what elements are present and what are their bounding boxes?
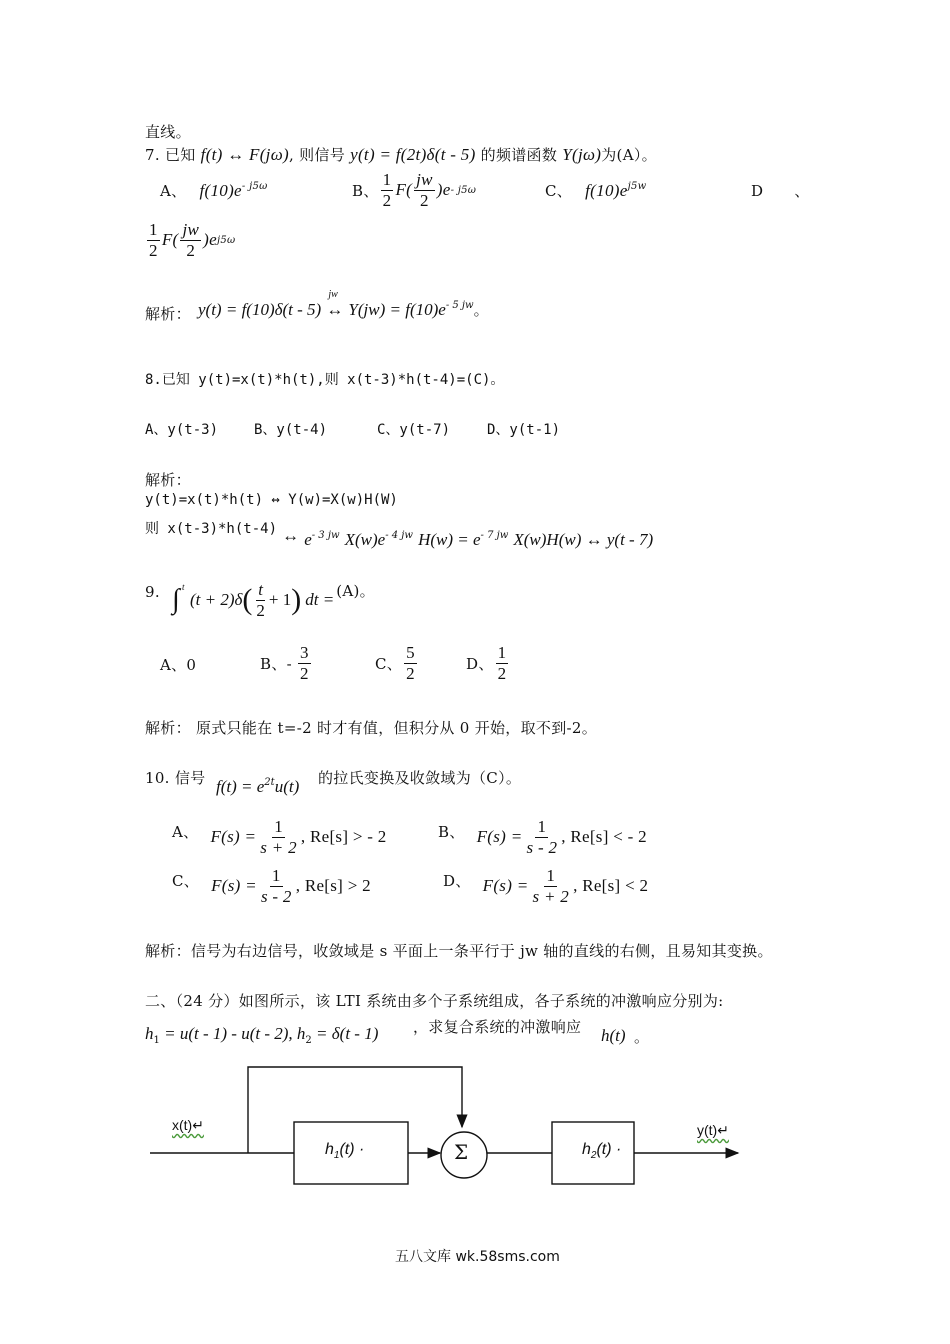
section2-ht: h(t): [601, 1026, 626, 1045]
q7-option-d-label: D 、: [751, 182, 810, 200]
q7-option-b: B、 $\frac{1}{2}$ F( $\frac{jw}{2}$ )e - j5ω: [352, 170, 477, 210]
section2-impulse-responses: $h_1 = u(t - 1) - u(t - 2)$, $h_2 = \delta(t - 1)$: [145, 1024, 379, 1047]
q8-option-b: B、y(t-4): [254, 422, 328, 438]
h2-block-label: $h_2(t)$ ·: [582, 1141, 622, 1162]
q10-option-b: B、 F(s) = $\frac{1}{s - 2}$ , Re[s] < - 2: [438, 817, 647, 857]
q10-stem-after: 的拉氏变换及收敛域为（C）。: [318, 769, 522, 787]
carryover-text: 直线。: [145, 123, 191, 141]
q8-analysis-label: 解析：: [145, 471, 191, 489]
q10-analysis: 解析：信号为右边信号，收敛域是 s 平面上一条平行于 jw 轴的直线的右侧，且易知其变换。: [145, 942, 773, 960]
q7-analysis-label: 解析：: [145, 305, 191, 323]
q9-option-c: C、 $\frac{5}{2}$: [375, 643, 415, 683]
q9-integral: ∫ t (t + 2)δ ( $\frac{t}{2}$ + 1 ) dt = (A)。: [172, 580, 375, 620]
footer-watermark: 五八文库 wk.58sms.com: [395, 1249, 560, 1265]
h1-block-label: $h_1(t)$ ·: [325, 1141, 365, 1162]
q7-option-c: C、 $f(10)e^{j5w}$: [545, 181, 647, 200]
q8-option-d: D、y(t-1): [487, 422, 561, 438]
q10-option-c: C、 F(s) = $\frac{1}{s - 2}$ , Re[s] > 2: [172, 866, 371, 906]
q9-option-a: A、0: [160, 656, 197, 674]
q7-analysis-formula: y(t) = f(10)δ(t - 5) jw ↔ $Y(jw) = f(10)e^{- 5 jw}$。: [198, 289, 489, 319]
input-label: x(t)↵: [172, 1117, 204, 1133]
output-label: y(t)↵: [697, 1122, 729, 1138]
section2-heading: 二、（24 分）如图所示，该 LTI 系统由多个子系统组成，各子系统的冲激响应分别为:: [145, 992, 724, 1010]
q8-stem: 8.已知 y(t)=x(t)*h(t),则 x(t-3)*h(t-4)=(C)。: [145, 372, 505, 388]
section2-ask: ，求复合系统的冲激响应: [413, 1018, 582, 1036]
q8-analysis-line1: y(t)=x(t)*h(t) ↔ Y(w)=X(w)H(W): [145, 492, 398, 508]
section2-end: 。: [634, 1028, 650, 1046]
q10-stem-prefix: 10. 信号: [145, 769, 206, 787]
q8-analysis-line2: 则 x(t-3)*h(t-4) ↔ $e^{- 3 jw}$ $X(w)e^{- 4 jw}$ $H(w) = e^{- 7 jw}$ X(w)H(w) ↔ y(t - 7): [145, 521, 654, 549]
q9-option-b: B、- $\frac{3}{2}$: [260, 643, 309, 683]
q9-number: 9.: [145, 583, 160, 601]
q7-option-d: $\frac{1}{2}$ F( $\frac{jw}{2}$ )e j5ω: [149, 220, 236, 260]
sum-symbol: Σ: [454, 1140, 469, 1164]
q8-option-c: C、y(t-7): [377, 422, 451, 438]
q7-option-a: A、 $f(10)e^{- j5\omega}$: [160, 181, 268, 200]
q9-analysis: 解析： 原式只能在 t=-2 时才有值，但积分从 0 开始，取不到-2。: [145, 719, 598, 737]
q9-option-d: D、 $\frac{1}{2}$: [466, 643, 507, 683]
q8-option-a: A、y(t-3): [145, 422, 219, 438]
q10-option-d: D、 F(s) = $\frac{1}{s + 2}$ , Re[s] < 2: [443, 866, 649, 906]
q10-option-a: A、 F(s) = $\frac{1}{s + 2}$ , Re[s] > - 2: [172, 817, 387, 857]
q10-signal: $f(t) = e^{2t}u(t)$: [216, 777, 300, 796]
q7-stem: 7. 已知 f(t) ↔ F(jω), 则信号 y(t) = f(2t)δ(t - 5) 的频谱函数 Y(jω)为(A）。: [145, 145, 657, 164]
